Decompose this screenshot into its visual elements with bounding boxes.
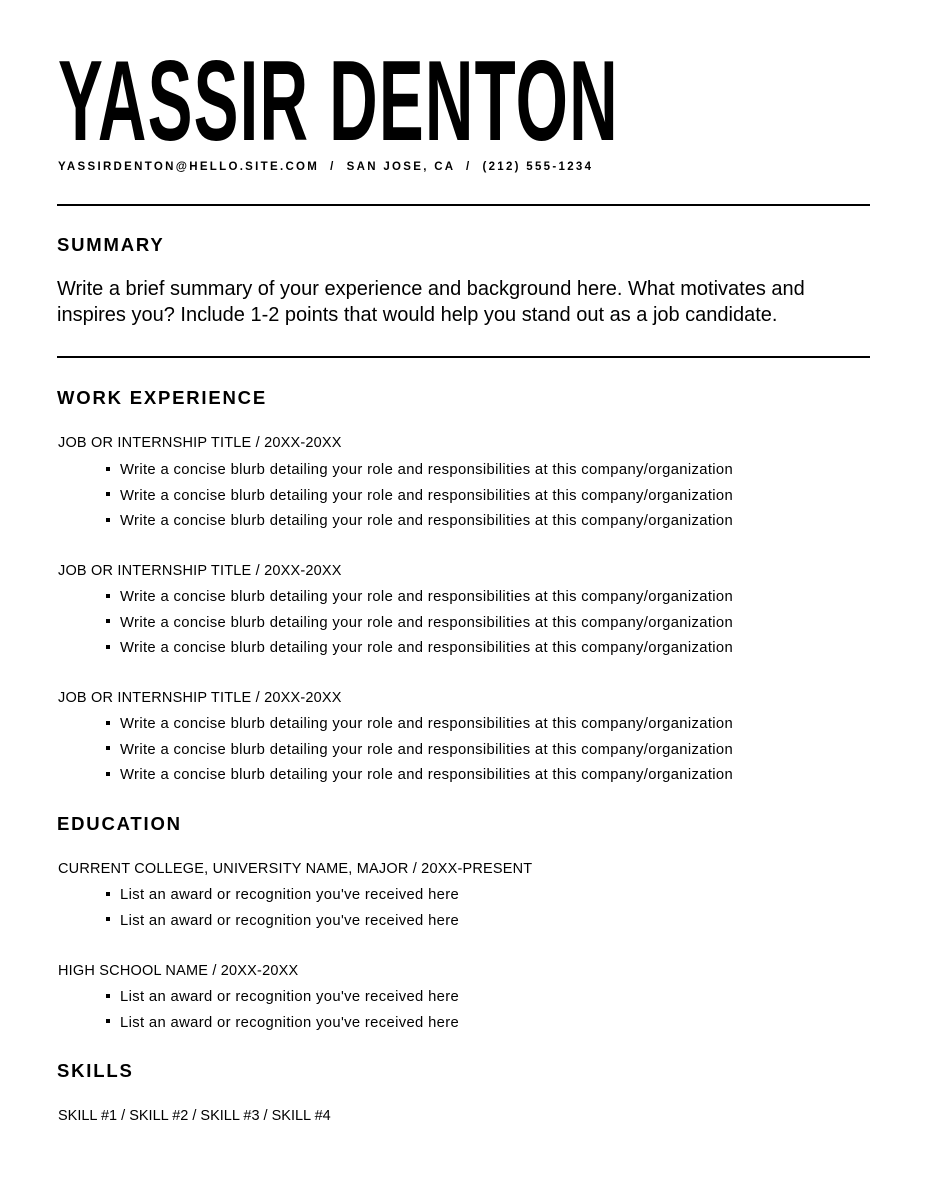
list-item: List an award or recognition you've received here: [104, 886, 459, 912]
job-bullets: [104, 715, 733, 792]
skills-list: SKILL #1 / SKILL #2 / SKILL #3 / SKILL #4: [58, 1108, 331, 1124]
list-item: List an award or recognition you've received here: [104, 912, 459, 938]
school-bullets: [104, 886, 459, 937]
job-title: JOB OR INTERNSHIP TITLE / 20XX-20XX: [58, 435, 342, 451]
job-title: JOB OR INTERNSHIP TITLE / 20XX-20XX: [58, 563, 342, 579]
candidate-name: YASSIR DENTON: [58, 36, 619, 165]
job-title: JOB OR INTERNSHIP TITLE / 20XX-20XX: [58, 690, 342, 706]
job-bullets: [104, 461, 733, 538]
work-experience-heading: WORK EXPERIENCE: [57, 387, 267, 408]
list-item: Write a concise blurb detailing your role and responsibilities at this company/organization: [104, 461, 733, 487]
list-item: Write a concise blurb detailing your role and responsibilities at this company/organization: [104, 512, 733, 538]
education-heading: EDUCATION: [57, 813, 182, 834]
job-bullets: [104, 588, 733, 665]
list-item: List an award or recognition you've received here: [104, 988, 459, 1014]
school-title: HIGH SCHOOL NAME / 20XX-20XX: [58, 963, 299, 979]
school-title: CURRENT COLLEGE, UNIVERSITY NAME, MAJOR / 20XX-PRESENT: [58, 861, 533, 877]
contact-info: YASSIRDENTON@HELLO.SITE.COM / SAN JOSE, CA / (212) 555-1234: [58, 161, 594, 173]
school-bullets: [104, 988, 459, 1039]
list-item: Write a concise blurb detailing your role and responsibilities at this company/organization: [104, 741, 733, 767]
list-item: List an award or recognition you've received here: [104, 1014, 459, 1040]
divider: [57, 356, 870, 358]
list-item: Write a concise blurb detailing your role and responsibilities at this company/organization: [104, 588, 733, 614]
skills-heading: SKILLS: [57, 1060, 134, 1081]
summary-heading: SUMMARY: [57, 234, 165, 255]
divider: [57, 204, 870, 206]
list-item: Write a concise blurb detailing your role and responsibilities at this company/organization: [104, 715, 733, 741]
list-item: Write a concise blurb detailing your role and responsibilities at this company/organization: [104, 639, 733, 665]
list-item: Write a concise blurb detailing your role and responsibilities at this company/organization: [104, 487, 733, 513]
summary-text: Write a brief summary of your experience and background here. What motivates and inspires you? Include 1-2 points that would help you stand out as a job candidate.: [57, 278, 805, 326]
list-item: Write a concise blurb detailing your role and responsibilities at this company/organization: [104, 614, 733, 640]
list-item: Write a concise blurb detailing your role and responsibilities at this company/organization: [104, 766, 733, 792]
